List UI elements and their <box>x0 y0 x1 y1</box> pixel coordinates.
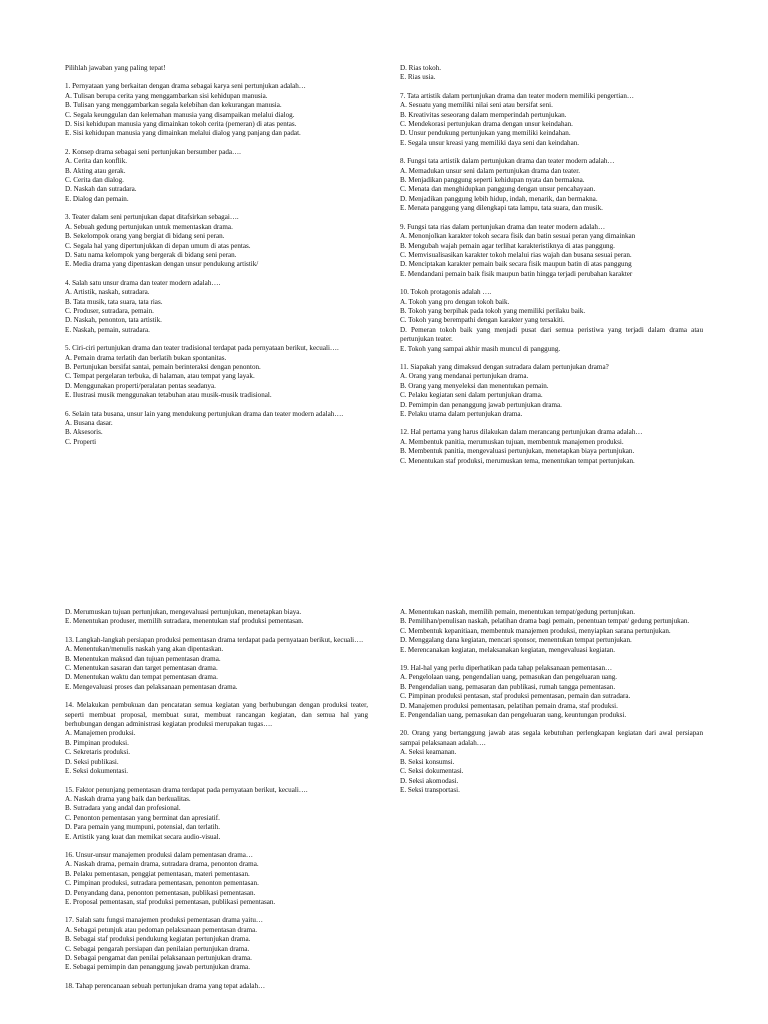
answer-option: E. Mengevaluasi proses dan pelaksanaan pementasan drama. <box>65 682 238 691</box>
answer-option: E. Naskah, pemain, sutradara. <box>65 325 150 334</box>
answer-option: D. Para pemain yang mumpuni, potensial, dan terlatih. <box>65 823 221 832</box>
answer-option: E. Sisi kehidupan manusia yang dimainkan melalui dialog yang panjang dan padat. <box>65 129 301 138</box>
answer-option: B. Mengubah wajah pemain agar terlihat karakteristiknya di atas panggung. <box>400 241 615 250</box>
answer-option: B. Aksesoris. <box>65 428 103 437</box>
answer-option: C. Pelaku kegiatan seni dalam pertunjukan drama. <box>400 391 543 400</box>
answer-option: A. Manajemen produksi. <box>65 729 136 738</box>
answer-option: A. Pengelolaan uang, pengendalian uang, pemasukan dan pengeluaran uang. <box>400 673 618 682</box>
answer-option: A. Tulisan berupa cerita yang menggambarkan sisi kehidupan manusia. <box>65 91 268 100</box>
answer-option: D. Unsur pendukung pertunjukan yang memiliki keindahan. <box>400 129 571 138</box>
answer-option: C. Sekretaris produksi. <box>65 748 131 757</box>
option-line: E. Merencanakan kegiatan, melaksanakan kegiatan, mengevaluasi kegiatan. <box>400 645 616 654</box>
continued-options <box>400 64 703 83</box>
question-text: 5. Ciri-ciri pertunjukan drama dan teater tradisional terdapat pada pernyataan berikut, kecuali…. <box>65 344 339 353</box>
question-block <box>400 363 703 419</box>
answer-option: E. Artistik yang kuat dan memikat secara audio-visual. <box>65 832 221 841</box>
answer-option: C. Produser, sutradara, pemain. <box>65 306 154 315</box>
answer-option: B. Menjadikan panggung seperti kehidupan nyata dan bermakna. <box>400 176 585 185</box>
answer-option: C. Menentukan sasaran dan target pementasan drama. <box>65 664 218 673</box>
answer-option: C. Tokoh yang berempathi dengan karakter yang tersakiti. <box>400 316 565 325</box>
answer-option: A. Pemain drama terlatih dan berlatih bukan spontanitas. <box>65 353 227 362</box>
question-text: 8. Fungsi tata artistik dalam pertunjukan drama dan teater modern adalah… <box>400 157 615 166</box>
question-text: 11. Siapakah yang dimaksud dengan sutradara dalam pertunjukan drama? <box>400 362 609 371</box>
question-block <box>65 982 368 991</box>
answer-option: D. Menciptakan karakter pemain baik secara fisik maupun batin di atas panggung <box>400 260 632 269</box>
answer-option: C. Mendekorasi pertunjukan drama dengan unsur keindahan. <box>400 120 573 129</box>
answer-option: D. Sebagai pengamat dan penilai pelaksanaan pertunjukan drama. <box>65 954 252 962</box>
question-block <box>65 410 368 448</box>
question-text: 9. Fungsi tata rias dalam pertunjukan drama dan teater modern adalah… <box>400 222 606 231</box>
answer-option: B. Orang yang menyeleksi dan menentukan pemain. <box>400 381 549 390</box>
question-block <box>400 664 703 720</box>
answer-option: E. Segala unsur kreasi yang memiliki daya seni dan keindahan. <box>400 138 580 147</box>
answer-option: A. Naskah drama yang baik dan berkualitas. <box>65 794 191 803</box>
answer-option: C. Sebagai pengarah persiapan dan penilaian pertunjukan drama. <box>65 944 250 953</box>
question-block <box>400 428 703 466</box>
answer-option: D. Naskah dan sutradara. <box>65 185 137 194</box>
question-block <box>400 92 703 148</box>
question-block <box>400 223 703 279</box>
question-block <box>400 157 703 213</box>
answer-option: E. Pelaku utama dalam pertunjukan drama. <box>400 410 523 418</box>
question-text: 10. Tokoh protagonis adalah …. <box>400 288 492 297</box>
question-block <box>65 213 368 269</box>
answer-option: C. Pimpinan produksi, sutradara pementasan, penonton pementasan. <box>65 879 259 888</box>
answer-option: D. Satu nama kelompok yang bergerak di bidang seni peran. <box>65 250 237 259</box>
answer-option: A. Sebagai petunjuk atau pedoman pelaksanaan pementasan drama. <box>65 925 258 934</box>
question-text: 14. Melakukan pembukuan dan pencatatan semua kegiatan yang berhubungan dengan produksi teater, seperti membuat proposal, membuat surat, membuat rancangan kegiatan, dan semua hal yang berhubungan dengan administrasi kegiatan produksi merupakan tugas…. <box>65 701 368 729</box>
question-block <box>65 148 368 204</box>
answer-option: D. Manajemen produksi pementasan, pelatihan pemain drama, staf produksi. <box>400 701 618 710</box>
answer-option: D. Menggunakan properti/peralatan pentas seadanya. <box>65 381 216 390</box>
answer-option: D. Naskah, penonton, tata artistik. <box>65 316 162 325</box>
question-text: 6. Selain tata busana, unsur lain yang mendukung pertunjukan drama dan teater modern adalah…. <box>65 409 344 418</box>
answer-option: A. Membentuk panitia, merumuskan tujuan, membentuk manajemen produksi. <box>400 437 624 446</box>
answer-option: D. Pemeran tokoh baik yang menjadi pusat dari semua peristiwa yang terjadi dalam drama atau pertunjukan teater. <box>400 325 703 344</box>
question-text: 7. Tata artistik dalam pertunjukan drama dan teater modern memiliki pengertian… <box>400 91 634 100</box>
option-line: E. Rias usia. <box>400 73 436 82</box>
question-block <box>65 786 368 842</box>
answer-option: A. Sesuatu yang memiliki nilai seni atau bersifat seni. <box>400 101 553 110</box>
question-block <box>400 288 703 354</box>
question-block <box>65 636 368 692</box>
question-text: 16. Unsur-unsur manajemen produksi dalam pementasan drama… <box>65 850 253 859</box>
question-text: 2. Konsep drama sebagai seni pertunjukan bersumber pada…. <box>65 147 241 156</box>
continued-options <box>65 608 368 627</box>
answer-option: B. Tata musik, tata suara, tata rias. <box>65 297 163 306</box>
answer-option: D. Menentukan waktu dan tempat pementasan drama. <box>65 673 218 682</box>
option-line: D. Rias tokoh. <box>400 64 441 72</box>
answer-option: D. Menjadikan panggung lebih hidup, indah, menarik, dan bermakna. <box>400 194 598 203</box>
option-line: B. Pemilihan/penulisan naskah, pelatihan drama bagi pemain, penentuan tempat/ gedung pertunjukan. <box>400 617 690 626</box>
question-text: 17. Salah satu fungsi manajemen produksi pementasan drama yaitu… <box>65 916 263 925</box>
answer-option: E. Ilustrasi musik menggunakan tetabuhan atau musik-musik tradisional. <box>65 391 272 400</box>
answer-option: B. Menentukan maksud dan tujuan pementasan drama. <box>65 654 221 663</box>
answer-option: E. Proposal pementasan, staf produksi pementasan, publikasi pementasan. <box>65 897 276 906</box>
question-text: 19. Hal-hal yang perlu diperhatikan pada tahap pelaksanaan pementasan… <box>400 664 613 673</box>
question-block <box>65 344 368 400</box>
answer-option: C. Seksi dokumentasi. <box>400 767 464 776</box>
answer-option: A. Artistik, naskah, sutradara. <box>65 288 150 297</box>
answer-option: C. Pimpinan produksi pentasan, staf produksi pementasan, pemain dan sutradara. <box>400 692 631 701</box>
option-line: E. Menentukan produser, memilih sutradara, menentukan staf produksi pementasan. <box>65 617 304 626</box>
answer-option: B. Sebagai staf produksi pendukung kegiatan pertunjukan drama. <box>65 935 251 944</box>
answer-option: A. Orang yang mendanai pertunjukan drama. <box>400 372 529 381</box>
answer-option: E. Seksi dokumentasi. <box>65 767 129 776</box>
answer-option: A. Menonjolkan karakter tokoh secara fisik dan batin sesuai peran yang dimainkan <box>400 232 636 241</box>
answer-option: A. Sebuah gedung pertunjukan untuk mementaskan drama. <box>65 222 233 231</box>
answer-option: D. Sisi kehidupan manusia yang dimainkan tokoh cerita (pemeran) di atas pentas. <box>65 120 297 129</box>
answer-option: B. Akting atau gerak. <box>65 166 126 175</box>
answer-option: C. Segala keunggulan dan kelemahan manusia yang disampaikan melalui dialog. <box>65 110 295 119</box>
answer-option: C. Menata dan menghidupkan panggung dengan unsur pencahayaan. <box>400 185 596 194</box>
answer-option: E. Dialog dan pemain. <box>65 194 129 203</box>
option-line: D. Menggalang dana kegiatan, mencari sponsor, menentukan tempat pertunjukan. <box>400 636 632 645</box>
question-text: 12. Hal pertama yang harus dilakukan dalam merancang pertunjukan drama adalah… <box>400 428 643 437</box>
question-text: 15. Faktor penunjang pementasan drama terdapat pada pernyataan berikut, kecuali…. <box>65 785 308 794</box>
answer-option: E. Seksi transportasi. <box>400 785 460 794</box>
answer-option: C. Penonton pementasan yang berminat dan apresiatif. <box>65 813 220 822</box>
answer-option: E. Tokoh yang sampai akhir masih muncul di panggung. <box>400 344 561 353</box>
answer-option: B. Membentuk panitia, mengevaluasi pertunjukan, menetapkan biaya pertunjukan. <box>400 447 635 456</box>
answer-option: B. Tokoh yang berpihak pada tokoh yang memiliki perilaku baik. <box>400 306 586 315</box>
answer-option: D. Seksi publikasi. <box>65 757 119 766</box>
answer-option: C. Tempat pergelaran terbuka, di halaman, atau tempat yang layak. <box>65 372 255 381</box>
answer-option: A. Tokoh yang pro dengan tokoh baik. <box>400 297 510 306</box>
answer-option: D. Seksi akomodasi. <box>400 776 459 785</box>
answer-option: B. Kreativitas seseorang dalam memperindah pertunjukan. <box>400 110 567 119</box>
answer-option: A. Memadukan unsur seni dalam pertunjukan drama dan teater. <box>400 166 581 175</box>
answer-option: A. Busana dasar. <box>65 419 113 427</box>
answer-option: B. Sutradara yang andal dan profesional. <box>65 804 181 813</box>
question-block <box>400 729 703 795</box>
answer-option: C. Menentukan staf produksi, merumuskan tema, menentukan tempat pertunjukan. <box>400 456 635 465</box>
answer-option: B. Pelaku pementasan, penggiat pementasan, materi pementasan. <box>65 869 250 878</box>
option-line: C. Membentuk kepanitiaan, membentuk manajemen produksi, menyiapkan sarana pertunjukan. <box>400 626 671 635</box>
answer-option: E. Media drama yang dipentaskan dengan unsur pendukung artistik/ <box>65 260 259 269</box>
answer-option: C. Cerita dan dialog. <box>65 176 124 185</box>
question-text: 13. Langkah-langkah persiapan produksi pementasan drama terdapat pada pernyataan berikut, kecuali…. <box>65 635 364 644</box>
answer-option: B. Tulisan yang menggambarkan segala kelebihan dan kekurangan manusia. <box>65 101 282 110</box>
question-text: 1. Pernyataan yang berkaitan dengan drama sebagai karya seni pertunjukan adalah… <box>65 82 306 91</box>
answer-option: E. Sebagai pemimpin dan penanggung jawab pertunjukan drama. <box>65 963 250 972</box>
top-left-column <box>65 64 368 456</box>
answer-option: B. Seksi konsumsi. <box>400 757 455 766</box>
top-right-column <box>400 64 703 475</box>
answer-option: E. Mendandani pemain baik fisik maupun batin hingga terjadi perubahan karakter <box>400 269 633 278</box>
question-block <box>65 851 368 907</box>
option-line: D. Merumuskan tujuan pertunjukan, mengevaluasi pertunjukan, menetapkan biaya. <box>65 608 302 616</box>
option-line: A. Menentukan naskah, memilih pemain, menentukan tempat/gedung pertunjukan. <box>400 608 636 616</box>
question-block <box>65 916 368 972</box>
question-text: 18. Tahap perencanaan sebuah pertunjukan drama yang tepat adalah… <box>65 981 266 990</box>
continued-options <box>400 608 703 655</box>
question-block <box>65 82 368 138</box>
answer-option: E. Pengendalian uang, pemasukan dan pengeluaran uang, keuntungan produksi. <box>400 711 627 720</box>
answer-option: B. Pengendalian uang, pemasaran dan publikasi, rumah tangga pementasan. <box>400 682 616 691</box>
question-text: 4. Salah satu unsur drama dan teater modern adalah…. <box>65 278 221 287</box>
answer-option: A. Seksi keamanan. <box>400 748 457 757</box>
answer-option: C. Memvisualisasikan karakter tokoh melalui rias wajah dan busana sesuai peran. <box>400 250 632 259</box>
question-block <box>65 701 368 776</box>
instruction: Pilihlah jawaban yang paling tepat! <box>65 64 166 72</box>
answer-option: D. Penyandang dana, penonton pementasan, publikasi pementasan. <box>65 888 256 897</box>
answer-option: A. Menentukan/menulis naskah yang akan dipentaskan. <box>65 645 224 654</box>
answer-option: A. Cerita dan konflik. <box>65 157 128 166</box>
answer-option: B. Pimpinan produksi. <box>65 738 129 747</box>
question-text: 3. Teater dalam seni pertunjukan dapat ditafsirkan sebagai…. <box>65 213 239 222</box>
answer-option: E. Menata panggung yang dilengkapi tata lampu, tata suara, dan musik. <box>400 204 603 213</box>
answer-option: C. Properti <box>65 437 97 446</box>
bottom-right-column <box>400 608 703 804</box>
answer-option: B. Pertunjukan bersifat santai, pemain berinteraksi dengan penonton. <box>65 362 261 371</box>
question-text: 20. Orang yang bertanggung jawab atas segala kebutuhan perlengkapan kegiatan dari awal persiapan sampai pelaksanaan adalah…. <box>400 729 703 747</box>
question-block <box>65 279 368 335</box>
answer-option: C. Segala hal yang dipertunjukkan di depan umum di atas pentas. <box>65 241 251 250</box>
bottom-left-column <box>65 608 368 1000</box>
answer-option: B. Sekelompok orang yang bergiat di bidang seni peran. <box>65 232 225 241</box>
answer-option: A. Naskah drama, pemain drama, sutradara drama, penonton drama. <box>65 860 259 869</box>
answer-option: D. Pemimpin dan penanggung jawab pertunjukan drama. <box>400 400 562 409</box>
